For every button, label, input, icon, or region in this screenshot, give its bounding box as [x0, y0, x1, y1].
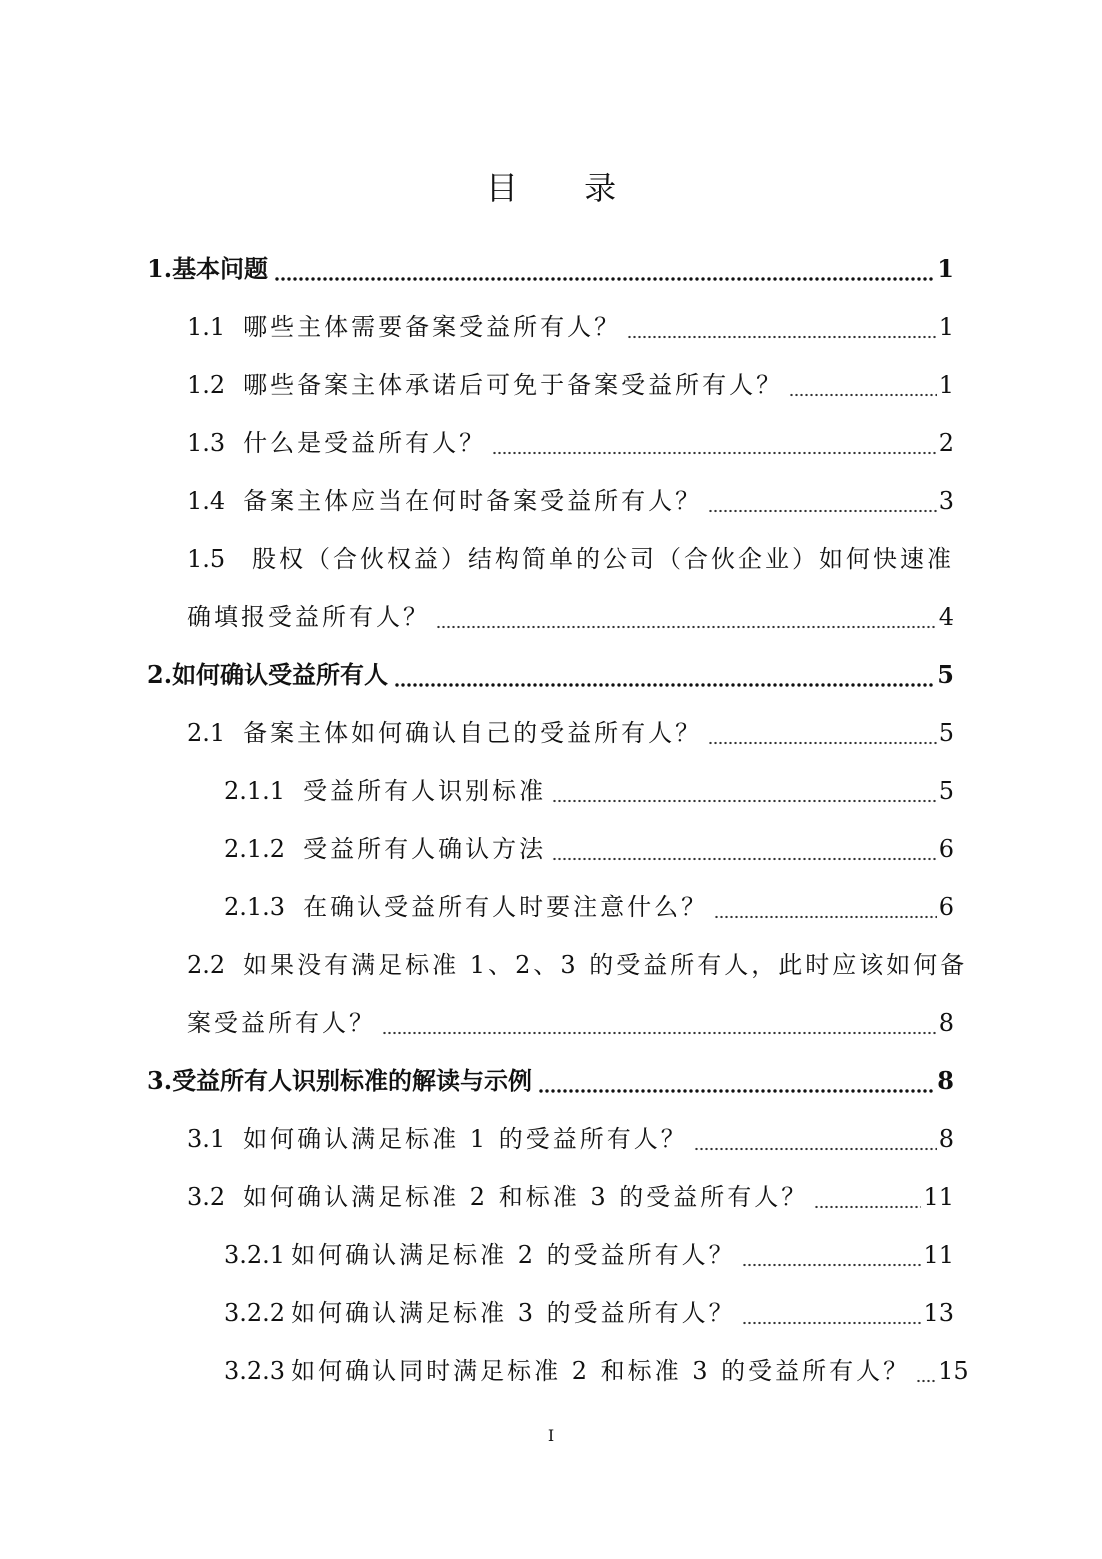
- toc-entry-page: 1: [937, 254, 954, 283]
- dot-leader: [694, 1146, 937, 1152]
- dot-leader: [627, 334, 937, 340]
- toc-entry-number: 2.1.2: [224, 835, 286, 863]
- toc-entry-2[interactable]: [147, 646, 954, 704]
- toc-entry-title-continued: 案受益所有人？: [187, 1009, 376, 1037]
- toc-entry-title: 哪些备案主体承诺后可免于备案受益所有人？: [243, 371, 784, 399]
- toc-entry-2-2-line1[interactable]: [187, 936, 968, 994]
- toc-entry-2-1[interactable]: [187, 704, 954, 762]
- toc-entry-page: 4: [938, 603, 954, 631]
- toc-entry-title: 在确认受益所有人时要注意什么？: [303, 893, 709, 921]
- toc-entry-number: 1.5: [187, 545, 226, 573]
- toc-entry-page: 3: [938, 487, 954, 515]
- toc-entry-1-2[interactable]: [187, 356, 954, 414]
- toc-entry-title: 受益所有人确认方法: [303, 835, 547, 863]
- toc-entry-page: 11: [923, 1241, 954, 1269]
- toc-entry-title: 如何确认受益所有人: [172, 660, 389, 689]
- dot-leader: [708, 508, 937, 514]
- toc-entry-number: 1.1: [187, 313, 226, 341]
- toc-entry-title: 如何确认满足标准 1 的受益所有人？: [243, 1125, 688, 1153]
- toc-entry-number: 1.4: [187, 487, 226, 515]
- toc-entry-page: 1: [938, 313, 954, 341]
- toc-entry-page: 1: [938, 371, 954, 399]
- toc-entry-3-1[interactable]: [187, 1110, 954, 1168]
- toc-entry-number: 2.2: [187, 951, 226, 979]
- toc-entry-3-2-2[interactable]: [224, 1284, 954, 1342]
- dot-leader: [789, 392, 937, 398]
- toc-entry-2-1-3[interactable]: [224, 878, 954, 936]
- toc-entry-title: 受益所有人识别标准的解读与示例: [172, 1066, 533, 1095]
- dot-leader: [552, 798, 937, 804]
- dot-leader: [436, 624, 937, 630]
- dot-leader: [742, 1320, 922, 1326]
- dot-leader: [714, 914, 937, 920]
- toc-entry-page: 15: [938, 1357, 969, 1385]
- toc-entry-page: 8: [938, 1125, 954, 1153]
- toc-entry-number: 2.: [147, 660, 173, 689]
- toc-entry-title: 受益所有人识别标准: [303, 777, 547, 805]
- toc-entry-page: 5: [938, 777, 954, 805]
- dot-leader: [742, 1262, 922, 1268]
- toc-entry-1-4[interactable]: [187, 472, 954, 530]
- toc-entry-page: 6: [938, 893, 954, 921]
- dot-leader: [394, 682, 935, 688]
- toc-entry-1-1[interactable]: [187, 298, 954, 356]
- toc-entry-3[interactable]: [147, 1052, 954, 1110]
- toc-entry-number: 3.2.2: [224, 1299, 286, 1327]
- toc-entry-page: 2: [938, 429, 954, 457]
- toc-entry-title: 备案主体应当在何时备案受益所有人？: [243, 487, 703, 515]
- toc-entry-title: 如何确认满足标准 2 的受益所有人？: [291, 1241, 736, 1269]
- toc-entry-title: 哪些主体需要备案受益所有人？: [243, 313, 622, 341]
- toc-entry-page: 5: [938, 719, 954, 747]
- toc-entry-title: 如何确认满足标准 3 的受益所有人？: [291, 1299, 736, 1327]
- toc-entry-1-5-line2[interactable]: [187, 588, 954, 646]
- dot-leader: [916, 1378, 936, 1384]
- page-title: 目 录: [485, 169, 645, 207]
- toc-entry-2-1-2[interactable]: [224, 820, 954, 878]
- dot-leader: [814, 1204, 921, 1210]
- toc-entry-title: 股权（合伙权益）结构简单的公司（合伙企业）如何快速准: [251, 545, 954, 573]
- toc-entry-title-continued: 确填报受益所有人？: [187, 603, 430, 631]
- toc-entry-number: 1.3: [187, 429, 226, 457]
- toc-entry-title: 什么是受益所有人？: [243, 429, 487, 457]
- toc-entry-number: 3.2.1: [224, 1241, 286, 1269]
- dot-leader: [274, 276, 935, 282]
- toc-entry-number: 3.: [147, 1066, 173, 1095]
- toc-entry-3-2-3[interactable]: [224, 1342, 969, 1400]
- toc-entry-page: 8: [937, 1066, 954, 1095]
- toc-entry-number: 3.2: [187, 1183, 226, 1211]
- toc-entry-3-2[interactable]: [187, 1168, 954, 1226]
- dot-leader: [552, 856, 937, 862]
- toc-entry-1-3[interactable]: [187, 414, 954, 472]
- toc-entry-title: 基本问题: [172, 254, 269, 283]
- toc-entry-page: 5: [937, 660, 954, 689]
- toc-entry-number: 3.1: [187, 1125, 226, 1153]
- toc-entry-2-2-line2[interactable]: [187, 994, 954, 1052]
- dot-leader: [492, 450, 937, 456]
- dot-leader: [382, 1030, 937, 1036]
- toc-entry-number: 2.1.3: [224, 893, 286, 921]
- toc-entry-1-5-line1[interactable]: [187, 530, 954, 588]
- toc-entry-1[interactable]: [147, 240, 954, 298]
- toc-entry-page: 13: [923, 1299, 954, 1327]
- toc-entry-page: 6: [938, 835, 954, 863]
- toc-entry-title: 备案主体如何确认自己的受益所有人？: [243, 719, 703, 747]
- toc-entry-number: 1.2: [187, 371, 226, 399]
- toc-entry-title: 如何确认满足标准 2 和标准 3 的受益所有人？: [243, 1183, 809, 1211]
- toc-entry-page: 8: [938, 1009, 954, 1037]
- toc-entry-number: 1.: [147, 254, 173, 283]
- toc-entry-2-1-1[interactable]: [224, 762, 954, 820]
- toc-entry-title: 如何确认同时满足标准 2 和标准 3 的受益所有人？: [291, 1357, 911, 1385]
- dot-leader: [708, 740, 937, 746]
- toc-entry-3-2-1[interactable]: [224, 1226, 954, 1284]
- toc-entry-number: 2.1.1: [224, 777, 286, 805]
- toc-entry-number: 2.1: [187, 719, 226, 747]
- dot-leader: [538, 1088, 935, 1094]
- toc-entry-number: 3.2.3: [224, 1357, 286, 1385]
- toc-entry-page: 11: [923, 1183, 954, 1211]
- page-footer-number: I: [547, 1426, 555, 1445]
- toc-entry-title: 如果没有满足标准 1、2、3 的受益所有人，此时应该如何备: [243, 951, 968, 979]
